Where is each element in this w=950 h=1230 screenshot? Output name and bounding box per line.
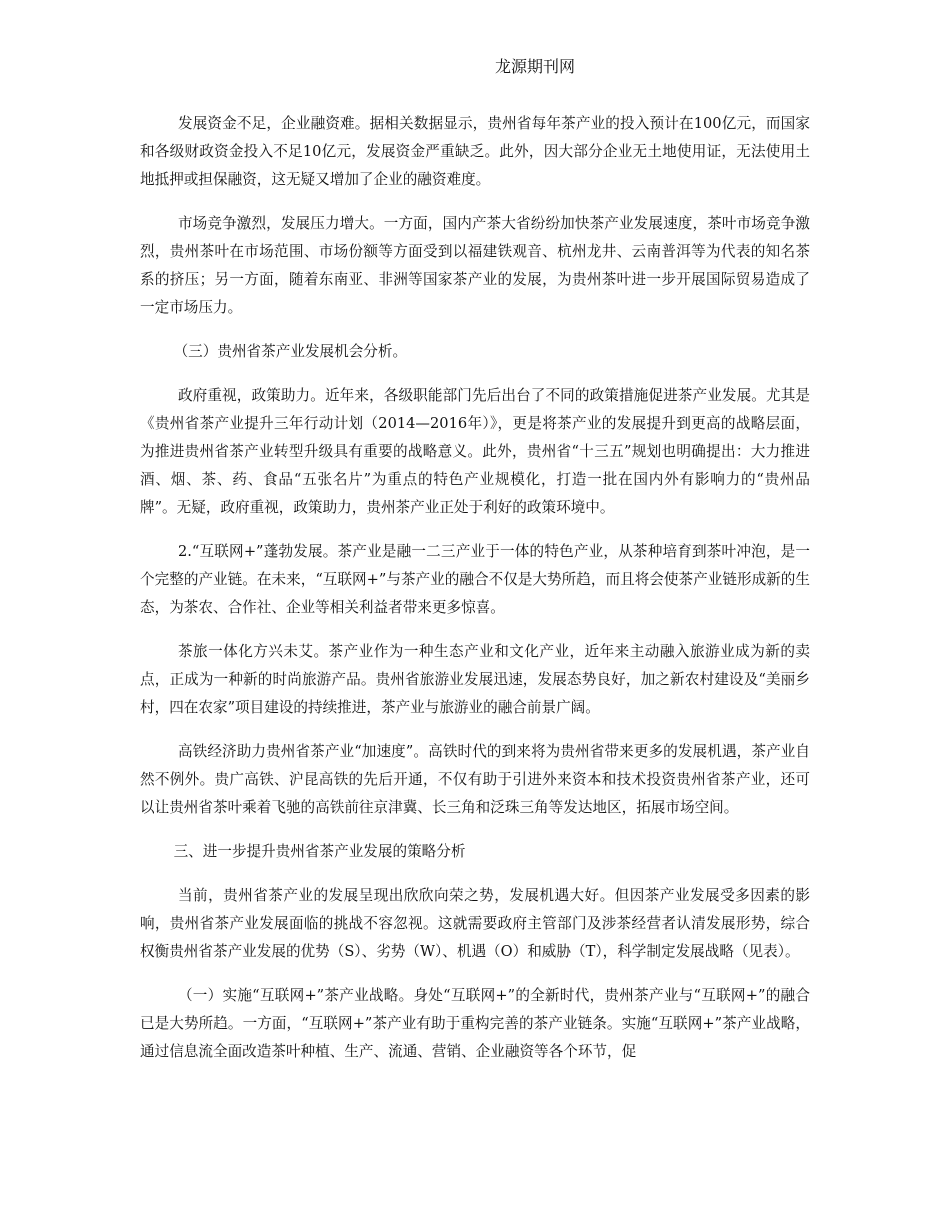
page-header-title: 龙源期刊网 [494,57,575,76]
section-heading-opportunities: （三）贵州省茶产业发展机会分析。 [173,343,408,360]
paragraph-tea-tourism: 茶旅一体化方兴未艾。茶产业作为一种生态产业和文化产业，近年来主动融入旅游业成为新的卖点，正成为一种新的时尚旅游产品。贵州省旅游业发展迅速，发展态势良好，加之新农村建设及“美丽乡村，四在农家”项目建设的持续推进，茶产业与旅游业的融合前景广阔。 [140,643,810,716]
section-heading-strategy: 三、进一步提升贵州省茶产业发展的策略分析 [173,843,466,860]
paragraph-internet-plus: 2.“互联网+”蓬勃发展。茶产业是融一二三产业于一体的特色产业，从茶种培育到茶叶冲泡，是一个完整的产业链。在未来，“互联网+”与茶产业的融合不仅是大势所趋，而且将会使茶产业链形成新的生态，为茶农、合作社、企业等相关利益者带来更多惊喜。 [140,543,810,616]
paragraph-policy: 政府重视，政策助力。近年来，各级职能部门先后出台了不同的政策措施促进茶产业发展。尤其是《贵州省茶产业提升三年行动计划（2014—2016年）》，更是将茶产业的发展提升到更高的战略层面，为推进贵州省茶产业转型升级具有重要的战略意义。此外，贵州省“十三五”规划也明确提出：大力推进酒、烟、茶、药、食品“五张名片”为重点的特色产业规模化，打造一批在国内外有影响力的“贵州品牌”。无疑，政府重视，政策助力，贵州茶产业正处于利好的政策环境中。 [140,387,810,516]
paragraph-competition: 市场竞争激烈，发展压力增大。一方面，国内产茶大省纷纷加快茶产业发展速度，茶叶市场竞争激烈，贵州茶叶在市场范围、市场份额等方面受到以福建铁观音、杭州龙井、云南普洱等为代表的知名茶系的挤压；另一方面，随着东南亚、非洲等国家茶产业的发展，为贵州茶叶进一步开展国际贸易造成了一定市场压力。 [140,215,810,316]
document-body [140,110,810,1082]
paragraph-swot: 当前，贵州省茶产业的发展呈现出欣欣向荣之势，发展机遇大好。但因茶产业发展受多因素的影响，贵州省茶产业发展面临的挑战不容忽视。这就需要政府主管部门及涉茶经营者认清发展形势，综合权衡贵州省茶产业发展的优势（S）、劣势（W）、机遇（O）和威胁（T），科学制定发展战略（见表）。 [140,887,810,960]
paragraph-funding: 发展资金不足，企业融资难。据相关数据显示，贵州省每年茶产业的投入预计在100亿元，而国家和各级财政资金投入不足10亿元，发展资金严重缺乏。此外，因大部分企业无土地使用证，无法使用土地抵押或担保融资，这无疑又增加了企业的融资难度。 [140,115,810,188]
paragraph-high-speed-rail: 高铁经济助力贵州省茶产业“加速度”。高铁时代的到来将为贵州省带来更多的发展机遇，茶产业自然不例外。贵广高铁、沪昆高铁的先后开通，不仅有助于引进外来资本和技术投资贵州省茶产业，还可以让贵州省茶叶乘着飞驰的高铁前往京津冀、长三角和泛珠三角等发达地区，拓展市场空间。 [140,743,810,816]
paragraph-internet-strategy: （一）实施“互联网+”茶产业战略。身处“互联网+”的全新时代，贵州茶产业与“互联网+”的融合已是大势所趋。一方面，“互联网+”茶产业有助于重构完善的茶产业链条。实施“互联网+”茶产业战略，通过信息流全面改造茶叶种植、生产、流通、营销、企业融资等各个环节，促 [140,987,810,1060]
